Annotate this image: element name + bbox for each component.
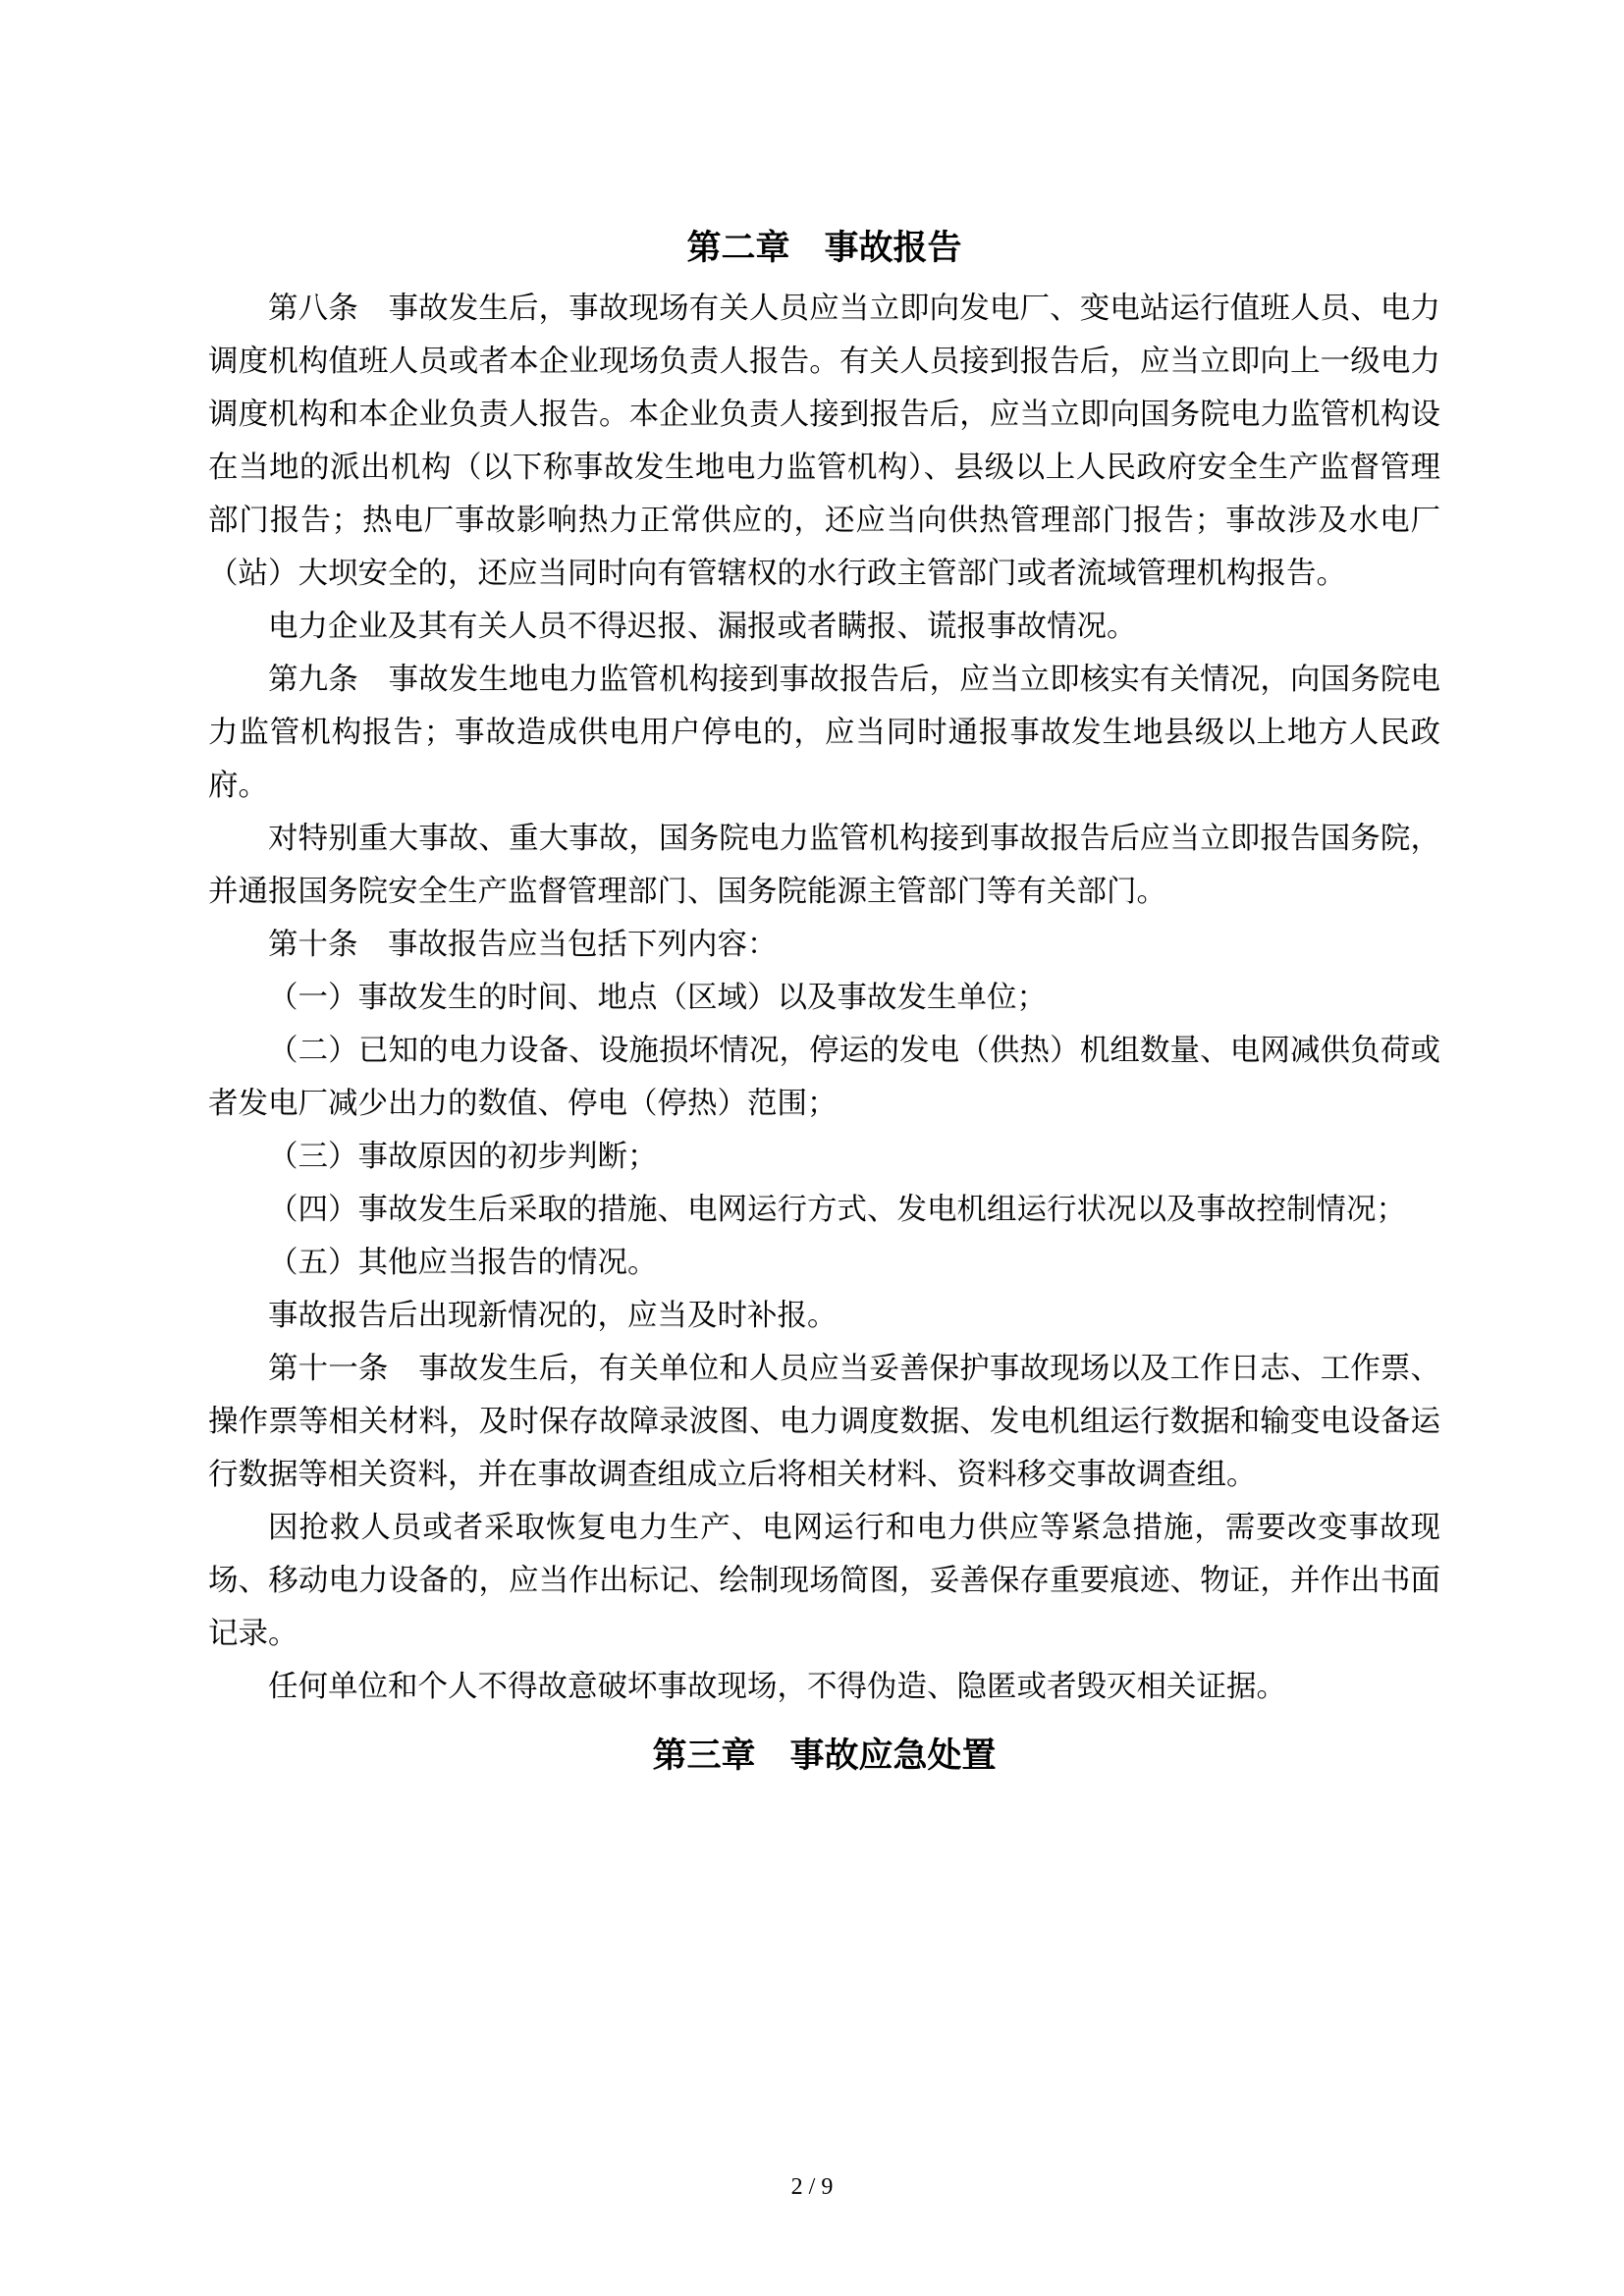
paragraph: 事故报告后出现新情况的，应当及时补报。: [268, 1299, 838, 1333]
list-item: （二）已知的电力设备、设施损坏情况，停运的发电（供热）机组数量、电网减供负荷或者发电厂减少出力的数值、停电（停热）范围；: [208, 1034, 1440, 1121]
paragraph: 对特别重大事故、重大事故，国务院电力监管机构接到事故报告后应当立即报告国务院，并通报国务院安全生产监督管理部门、国务院能源主管部门等有关部门。: [208, 822, 1440, 909]
paragraph-article-11: 第十一条 事故发生后，有关单位和人员应当妥善保护事故现场以及工作日志、工作票、操作票等相关材料，及时保存故障录波图、电力调度数据、发电机组运行数据和输变电设备运行数据等相关资料，并在事故调查组成立后将相关材料、资料移交事故调查组。: [208, 1352, 1440, 1492]
paragraph-article-8: 第八条 事故发生后，事故现场有关人员应当立即向发电厂、变电站运行值班人员、电力调度机构值班人员或者本企业现场负责人报告。有关人员接到报告后，应当立即向上一级电力调度机构和本企业负责人报告。本企业负责人接到报告后，应当立即向国务院电力监管机构设在当地的派出机构（以下称事故发生地电力监管机构）、县级以上人民政府安全生产监督管理部门报告；热电厂事故影响热力正常供应的，还应当向供热管理部门报告；事故涉及水电厂（站）大坝安全的，还应当同时向有管辖权的水行政主管部门或者流域管理机构报告。: [208, 292, 1440, 591]
paragraph: 因抢救人员或者采取恢复电力生产、电网运行和电力供应等紧急措施，需要改变事故现场、移动电力设备的，应当作出标记、绘制现场简图，妥善保存重要痕迹、物证，并作出书面记录。: [208, 1511, 1440, 1651]
list-item: （一）事故发生的时间、地点（区域）以及事故发生单位；: [268, 981, 1047, 1015]
chapter-title-3: 第三章 事故应急处置: [652, 1735, 997, 1776]
document-body: [208, 224, 1440, 1790]
chapter-title-2: 第二章 事故报告: [686, 228, 962, 268]
page-number: 2 / 9: [790, 2174, 834, 2200]
list-item: （四）事故发生后采取的措施、电网运行方式、发电机组运行状况以及事故控制情况；: [268, 1193, 1406, 1227]
paragraph: 电力企业及其有关人员不得迟报、漏报或者瞒报、谎报事故情况。: [268, 610, 1137, 644]
paragraph-article-10: 第十条 事故报告应当包括下列内容：: [268, 928, 778, 962]
list-item: （五）其他应当报告的情况。: [268, 1246, 658, 1280]
paragraph-article-9: 第九条 事故发生地电力监管机构接到事故报告后，应当立即核实有关情况，向国务院电力监管机构报告；事故造成供电用户停电的，应当同时通报事故发生地县级以上地方人民政府。: [208, 663, 1440, 803]
list-item: （三）事故原因的初步判断；: [268, 1140, 658, 1174]
paragraph: 任何单位和个人不得故意破坏事故现场，不得伪造、隐匿或者毁灭相关证据。: [268, 1670, 1286, 1704]
